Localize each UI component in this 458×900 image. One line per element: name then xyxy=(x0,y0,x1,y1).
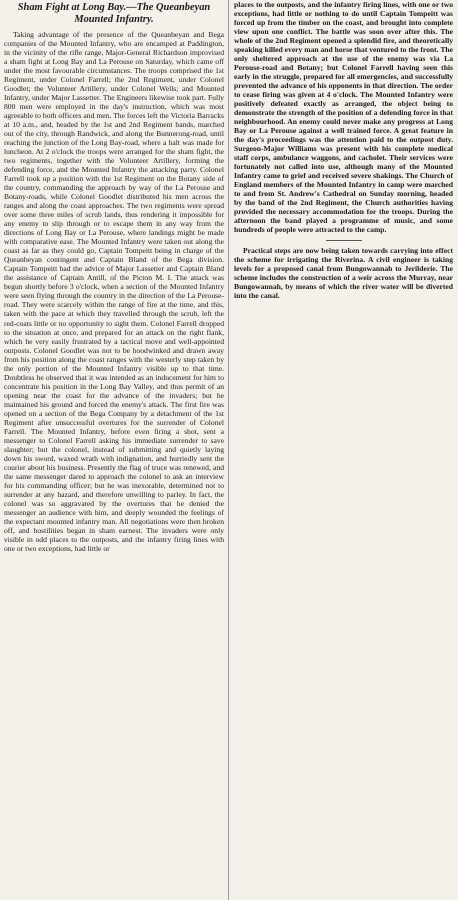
article-headline: Sham Fight at Long Bay.—The Queanbeyan Mounted Infantry. xyxy=(17,2,211,25)
left-column xyxy=(0,0,228,900)
irrigation-paragraph: Practical steps are now being taken towards carrying into effect the scheme for irrigating the Riverina. A civil engineer is taking levels for a proposed canal from Bungowannah to Jerilderie. The scheme includes the construction of a weir across the Murray, near Bungowannah, by means of which the river water will be diverted into the canal. xyxy=(234,246,453,301)
article-body-continued: places to the outposts, and the infantry firing lines, with one or two exceptions, had little or nothing to do until Captain Tompeitt was forced up from the timber on the coast, and brought into complete view upon one conflict. The battle was soon over after this. The whole of the 2nd Regiment opened a splendid fire, and theoretically speaking killed every man and horse that ventured to the front. The only sheltered approach at the use of the enemy was via La Perouse-road and Botany; but Colonel Farrell having seen this early in the struggle, prepared for all emergencies, and successfully prevented the advance of his opponents in that direction. The order to cease firing was given at 4 o'clock. The Mounted Infantry were positively defeated exactly as arranged, the object being to demonstrate the strength of the position of a defending force in that neighbourhood. An enemy could never make any progress at Long Bay or La Perouse against a well trained force. A great feature in the day's proceedings was the attention paid to the outpost duty. Surgeon-Major Williams was present with his complete medical staff corps, ambulance waggons, and cacholet. Their services were fortunately not called into use, although many of the Mounted Infantry came to grief and received severe shakings. The Church of England members of the Mounted Infantry in camp were marched to and from St. Andrew's Cathedral on Sunday morning, headed by the band of the 2nd Regiment, the Church authorities having provided the necessary accommodation for the troops. During the afternoon the band played a programme of music, and some hundreds of people were attracted to the camp. xyxy=(234,0,453,235)
right-column xyxy=(228,0,457,900)
section-divider xyxy=(326,240,362,241)
article-body: Taking advantage of the presence of the Queanbeyan and Bega companies of the Mounted Infantry, who are encamped at Paddington, in the vicinity of the rifle range, Major-General Richardson improvised a sham fight at Long Bay and La Perouse on Saturday, which came off under the most favourable circumstances. The troops comprised the 1st Regiment, under Colonel Farrell; the 2nd Regiment, under Colonel Goodlet; the Volunteer Artillery, under Colonel Wells; and Mounted Infantry, under Major Lassetter. The Engineers likewise took part. Fully 800 men were employed in the day's instruction, which was most agreeable to both officers and men. The forces left the Victoria Barracks at 10 a.m., and, headed by the 1st and 2nd Regiment bands, marched out of the city, through Randwick, and along the Bunnerong-road, until reaching the junction of the Long Bay-road, where a halt was made for luncheon. At 2 o'clock the troops were arranged for the sham fight, the two regiments, together with the Volunteer Artillery, forming the defending force, and the Mounted Infantry the attacking party. Colonel Farrell took up a position with the 1st Regiment on the Botany side of the country, commanding the approach by way of the La Perouse and Botany-roads, while Colonel Goodlet distributed his men across the ranges and along the coast approaches. The two regiments were spread over some three miles of scrub lands, thus rendering it impossible for any enemy to slip through or to escape them in any way from the directions of Long Bay or La Perouse, where landings might be made with comparative ease. The Mounted Infantry were taken out along the coast as far as they could go, Captain Tompeitt being in charge of the Queanbeyan contingent and Captain Bland of the Bega division. Captain Tompeitt had the advice of Major Lassetter and Captain Bland the assistance of Captain Antill, of the Picton M. I. The attack was begun shortly before 3 o'clock, when a section of the Mounted Infantry were seen flying through the country in the direction of the La Perouse-road. They were scarcely within the range of fire at the time, and this, taken with the pace at which they travelled through the scrub, left the red-coats little or no opportunity to sight them. Colonel Farrell dropped to the situation at once, and prepared for an attack on the right flank, which he very easily frustrated by a tactical move and well-appointed outposts. Colonel Goodlet was not to be hoodwinked and drawn away from his position along the coast ranges with the westerly step taken by the only portion of the Mounted Infantry visible up to that time. Doubtless he observed that it was intended as an inducement for him to concentrate his position in the Long Bay Valley, and thus permit of an opening near the coast for the advance of the invaders; but he maintained his ground and forced the enemy's attack. The first fire was opened on a section of the Bega Company by a detachment of the 1st Regiment after unsuccessful overtures for the surrender of Colonel Farrell. The Mounted Infantry, before even firing a shot, sent a messenger to Colonel Farrell asking his immediate surrender to save slaughter; but the colonel, instead of submitting and quietly laying down his sword, waxed wrath with indignation, and hurriedly sent the courier about his business. Presently the flag of truce was renewed, and the same messenger dared to approach the colonel to ask an interview for his commanding officer; but he was inexorable, determined not to surrender at any hazard, and therefore unwilling to parley. In fact, the colonel was so aggravated by the overtures that he denied the messenger an audience with him, and deeply wounded the feelings of the expectant mounted infantry man. All negotiations were then broken off, and hostilities began in sham earnest. The invaders were only visible in odd places to the outposts, and the infantry firing lines with one or two exceptions, had little or xyxy=(4,30,224,553)
